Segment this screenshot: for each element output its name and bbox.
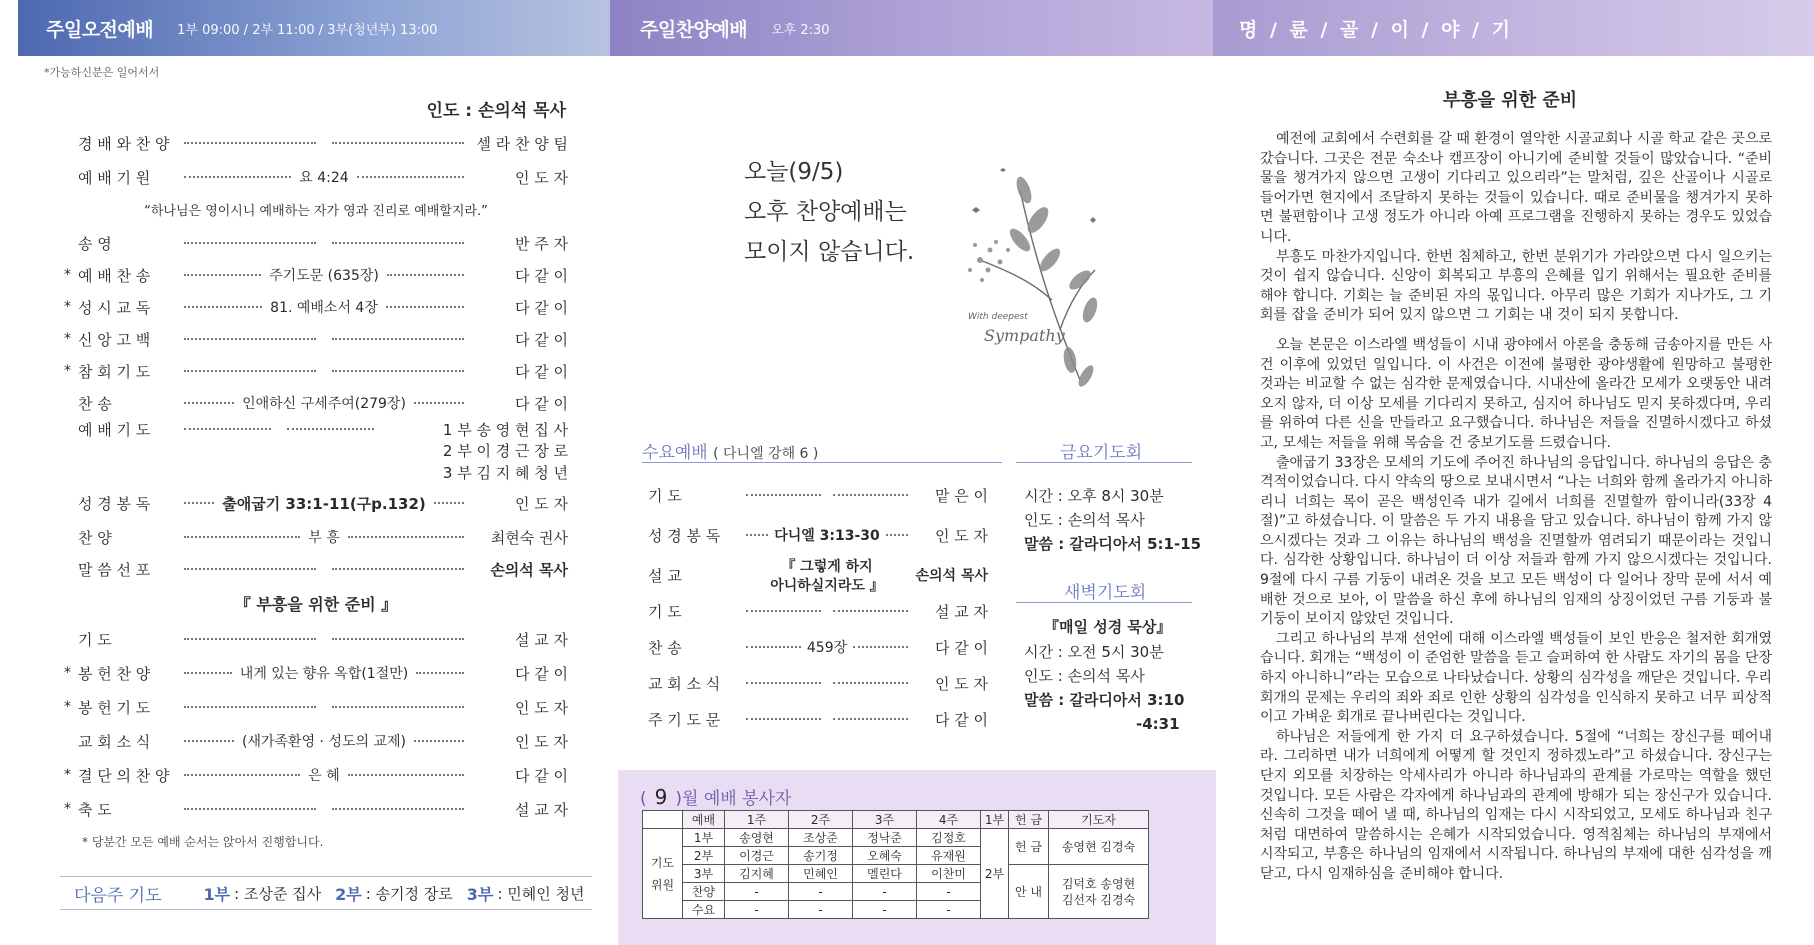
order-detail: 내게 있는 향유 옥합(1절만) (239, 666, 409, 682)
table-header: 1부 (981, 811, 1009, 829)
essay-paragraph: 예전에 교회에서 수련회를 갈 때 환경이 열악한 시골교회나 시골 학교 같은 곳으로 갔습니다. 그곳은 전문 숙소나 캠프장이 아니기에 준비할 것들이 많았습니다. “준비물을 챙겨가지 않으면 고생이 기다리고 있으리라”는 말처럼, 깊은 산골이나 시골로 들어가면 현지에서 조달하지 못하는 것들이 있습니다. 때로 준비물을 챙겨가지 못하면 불편함이나 고생 정도가 아니라 아예 프로그램을 진행하지 못하는 경우도 있었습니다. (1260, 131, 1772, 245)
order-responsible: 인 도 자 (934, 674, 988, 693)
table-cell: 2부 (683, 847, 725, 865)
order-detail: 출애굽기 33:1-11(구p.132) (222, 494, 426, 513)
order-responsible: 손의석 목사 (490, 560, 568, 579)
service-leader: 인도 : 손의석 목사 (426, 101, 566, 121)
order-label: 찬 송 (648, 638, 682, 657)
table-cell: - (725, 901, 789, 919)
dot-leader (180, 638, 468, 640)
table-cell: 오혜숙 (853, 847, 917, 865)
morning-order-row (64, 492, 568, 514)
wednesday-sermon-line: 아니하실지라도 』 (770, 578, 884, 594)
dot-leader (180, 731, 468, 751)
order-label: 기 도 (78, 630, 112, 649)
afternoon-cancel-notice (744, 152, 914, 272)
table-cell: - (789, 901, 853, 919)
table-cell: 유재원 (917, 847, 981, 865)
table-header: 4주 (917, 811, 981, 829)
sermon-title: 『 부흥을 위한 준비 』 (234, 595, 398, 614)
order-label: 송 영 (78, 234, 112, 253)
volunteers-title (640, 784, 791, 809)
table-corner (643, 811, 683, 829)
table-cell: 정낙준 (853, 829, 917, 847)
order-label: 봉 헌 기 도 (78, 698, 151, 717)
order-detail: 81. 예배소서 4장 (270, 300, 378, 316)
wednesday-order-row (648, 636, 988, 658)
dot-leader (180, 706, 468, 708)
standing-star: * (64, 801, 71, 817)
table-header: 3주 (853, 811, 917, 829)
table-row (643, 865, 1149, 883)
order-label: 성 시 교 독 (78, 298, 151, 317)
order-detail: 인애하신 구세주여(279장) (242, 396, 406, 412)
order-responsible: 다 같 이 (514, 766, 568, 785)
volunteers-month: 9 (654, 785, 668, 809)
table-cell: 송기정 (789, 847, 853, 865)
afternoon-service-header (610, 0, 1213, 56)
wednesday-order-row (648, 708, 988, 730)
order-label: 설 교 (648, 566, 682, 585)
order-responsible: 다 같 이 (514, 298, 568, 317)
friday-rule (1016, 462, 1192, 463)
next-prayer-part1: : 조상준 집사 (234, 884, 322, 903)
table-cell: 찬양 (683, 883, 725, 901)
wednesday-sermon-title (742, 558, 912, 596)
order-label: 성 경 봉 독 (78, 494, 151, 513)
standing-star: * (64, 767, 71, 783)
table-header: 예배 (683, 811, 725, 829)
dot-leader (742, 682, 912, 684)
order-label: 신 앙 고 백 (78, 330, 151, 349)
wednesday-order-row (648, 484, 988, 506)
morning-order-row (64, 730, 568, 752)
table-cell: 송영현 (725, 829, 789, 847)
morning-order-row (64, 764, 568, 786)
order-label: 축 도 (78, 800, 112, 819)
morning-service-times: 1부 09:00 / 2부 11:00 / 3부(청년부) 13:00 (177, 22, 438, 38)
wednesday-order-row (648, 672, 988, 694)
order-detail: 다니엘 3:13-30 (774, 528, 880, 544)
offering-names: 송영현 김경숙 (1049, 829, 1149, 865)
next-week-prayer-title: 다음주 기도 (74, 885, 162, 906)
dot-leader (742, 525, 912, 545)
order-responsible: 인 도 자 (514, 698, 568, 717)
dot-leader (180, 493, 468, 514)
table-header-row (643, 811, 1149, 829)
order-detail: 주기도문 (635장) (269, 268, 379, 284)
order-detail: 요 4:24 (299, 170, 349, 186)
order-label: 예 배 기 도 (78, 420, 151, 439)
dot-leader (180, 265, 468, 285)
order-label: 경 배 와 찬 양 (78, 134, 170, 153)
order-responsible: 다 같 이 (514, 664, 568, 683)
order-label: 찬 송 (78, 394, 112, 413)
standing-star: * (64, 331, 71, 347)
next-week-prayer-bar (60, 876, 592, 910)
standing-star: * (64, 699, 71, 715)
volunteers-title-suffix: )월 예배 봉사자 (675, 789, 792, 809)
order-label: 기 도 (648, 602, 682, 621)
order-responsible: 인 도 자 (514, 732, 568, 751)
guide-label: 안 내 (1009, 865, 1049, 919)
dot-leader (180, 242, 468, 244)
table-cell: 이찬미 (917, 865, 981, 883)
morning-order-row (64, 526, 568, 548)
essay-title: 부흥을 위한 준비 (1442, 90, 1578, 111)
notice-line: 오늘(9/5) (744, 159, 844, 185)
dot-leader (180, 428, 378, 430)
order-label: 기 도 (648, 486, 682, 505)
notice-line: 모이지 않습니다. (744, 239, 915, 265)
essay-paragraph: 출애굽기 33장은 모세의 기도에 주어진 하나님의 응답입니다. 하나님의 응답은 충격적이었습니다. 다시 약속의 땅으로 보내시면서 “나는 너희와 함께 올라가지 아니하리니 너희는 목이 곧은 백성인즉 내가 길에서 너희를 진멸할까 함이니라(33장 4절)”고 하셨습니다. 이 말씀은 두 가지 내용을 담고 있습니다. 하나님이 함께 가지 않으시겠다는 것과 그 이유는 하나님의 백성을 진멸할까 염려되기 때문이라는 것입니다. 심각한 상황입니다. 하나님이 더 이상 저들과 함께 가지 않으시겠다는 것입니다. 9절에 다시 구름 기둥이 내려온 것을 보고 모든 백성이 다 일어나 장막 문에 서서 예배한 것으로 보아, 이 말씀을 하신 후에 하나님의 임재의 상징이었던 구름 기둥과 불기둥이 보이지 않았던 것입니다. (1260, 454, 1772, 628)
order-label: 참 회 기 도 (78, 362, 151, 381)
dawn-time: 시간 : 오전 5시 30분 (1024, 643, 1164, 661)
morning-order-row (64, 264, 568, 286)
dawn-prayer-title: 새벽기도회 (1064, 583, 1147, 603)
sympathy-flower-illustration (960, 150, 1110, 390)
table-header: 헌 금 (1009, 811, 1049, 829)
friday-scripture: 말씀 : 갈라디아서 5:1-15 (1024, 535, 1202, 553)
table-cell: - (917, 883, 981, 901)
standing-star: * (64, 267, 71, 283)
flower-caption-small: With deepest (968, 312, 1028, 322)
table-cell-part2: 2부 (981, 829, 1009, 919)
table-header: 2주 (789, 811, 853, 829)
volunteers-title-prefix: ( (640, 789, 647, 809)
morning-order-row (64, 232, 568, 254)
table-cell: 멜린다 (853, 865, 917, 883)
prayer-3rd-service: 3 부 김 지 혜 청 년 (442, 464, 568, 482)
guide-names-line: 김선자 김경숙 (1061, 892, 1136, 907)
order-responsible: 반 주 자 (514, 234, 568, 253)
order-detail: 부 흥 (308, 530, 340, 546)
table-cell: - (853, 901, 917, 919)
table-cell: 민혜인 (789, 865, 853, 883)
wednesday-subtitle: ( 다니엘 강해 6 ) (713, 446, 819, 462)
order-detail: 은 혜 (308, 768, 340, 784)
afternoon-service-time: 오후 2:30 (771, 22, 830, 38)
guide-names (1049, 865, 1149, 919)
friday-prayer-title: 금요기도회 (1060, 443, 1143, 463)
next-prayer-part1-label: 1부 (203, 884, 231, 904)
table-header: 1주 (725, 811, 789, 829)
morning-order-row (64, 696, 568, 718)
dot-leader (180, 338, 468, 340)
volunteers-table (642, 810, 1149, 919)
dawn-prayer-info (1024, 640, 1184, 736)
volunteers-panel (618, 770, 1216, 945)
dawn-scripture: 말씀 : 갈라디아서 3:10 (1024, 691, 1185, 709)
order-responsible: 설 교 자 (934, 602, 988, 621)
dot-leader (180, 568, 468, 570)
morning-order-row (64, 296, 568, 318)
friday-prayer-info (1024, 484, 1201, 556)
order-label: 찬 양 (78, 528, 112, 547)
dot-leader (742, 637, 912, 657)
standing-star: * (64, 665, 71, 681)
prayer-2nd-service: 2 부 이 경 근 장 로 (442, 442, 568, 460)
essay-paragraph: 그리고 하나님의 부재 선언에 대해 이스라엘 백성들이 보인 반응은 철저한 회개였습니다. 회개는 “백성이 이 준엄한 말씀을 듣고 슬퍼하여 한 사람도 자기의 몸을 단장하지 아니하니”라는 모습으로 나타났습니다. 상황의 심각성을 깨닫은 것입니다. 우리 회개의 문제는 우리의 죄와 죄로 인한 상황의 심각성을 인식하지 못하고 너무 피상적이고 가벼운 회개로 끝나버린다는 것입니다. (1260, 630, 1772, 726)
order-responsible: 인 도 자 (514, 168, 568, 187)
story-header (1213, 0, 1814, 56)
wednesday-service-title (642, 438, 818, 463)
order-responsible: 인 도 자 (514, 494, 568, 513)
table-row (643, 829, 1149, 847)
morning-order-row (64, 558, 568, 580)
friday-leader: 인도 : 손의석 목사 (1024, 511, 1145, 529)
scripture-quote: “하나님은 영이시니 예배하는 자가 영과 진리로 예배할지라.” (144, 204, 488, 219)
order-responsible: 다 같 이 (934, 638, 988, 657)
table-cell: 3부 (683, 865, 725, 883)
order-label: 예 배 기 원 (78, 168, 151, 187)
order-responsible: 설 교 자 (514, 800, 568, 819)
guide-names-line: 김덕호 송영현 (1061, 876, 1136, 891)
morning-order-row (64, 360, 568, 382)
order-responsible: 최현숙 권사 (490, 528, 568, 547)
order-label: 봉 헌 찬 양 (78, 664, 151, 683)
order-responsible: 다 같 이 (514, 394, 568, 413)
wednesday-sermon-line: 『 그렇게 하지 (781, 559, 873, 575)
table-cell: 조상준 (789, 829, 853, 847)
table-cell: 1부 (683, 829, 725, 847)
story-header-title: 명 / 륜 / 골 / 이 / 야 / 기 (1239, 18, 1513, 41)
essay-body (1260, 130, 1772, 885)
morning-order-row (64, 392, 568, 414)
morning-service-title: 주일오전예배 (46, 18, 154, 41)
next-prayer-part2-label: 2부 (335, 884, 362, 904)
essay-paragraph: 오늘 본문은 이스라엘 백성들이 시내 광야에서 아론을 충동해 금송아지를 만든 사건 이후에 있었던 일입니다. 이 사건은 이전에 불평한 광야생활에 원망하고 불평한 것과는 비교할 수 없는 심각한 문제였습니다. 시내산에 올라간 모세가 오랫동안 내려오지 않자, 더 이상 모세를 기다리지 못하고, 심지어 하나님도 믿지 못하겠다며, 우리를 위하여 다른 신을 만들라고 요구했습니다. 하나님은 저들을 진멸하시겠다고 하셨고, 모세는 저들을 위해 목숨을 건 중보기도를 드렸습니다. (1260, 336, 1772, 451)
next-prayer-part3-label: 3부 (466, 884, 494, 904)
dot-leader (180, 167, 468, 187)
wednesday-title-text: 수요예배 (642, 443, 708, 463)
dot-leader (742, 494, 912, 496)
table-cell: 김지혜 (725, 865, 789, 883)
offering-label: 헌 금 (1009, 829, 1049, 865)
standing-star: * (64, 299, 71, 315)
order-responsible: 설 교 자 (514, 630, 568, 649)
dawn-subtitle: 『매일 성경 묵상』 (1044, 618, 1172, 636)
dot-leader (180, 765, 468, 785)
next-prayer-part3: : 민혜인 청년 (497, 884, 585, 903)
standing-note: *가능하신분은 일어서서 (44, 66, 160, 79)
standing-star: * (64, 363, 71, 379)
morning-service-header (18, 0, 610, 56)
morning-order-row (64, 132, 568, 154)
dot-leader (180, 808, 468, 810)
morning-order-row (64, 418, 568, 440)
table-cell: - (917, 901, 981, 919)
dawn-scripture-cont: -4:31 (1136, 715, 1180, 733)
dot-leader (180, 142, 468, 144)
table-header: 기도자 (1049, 811, 1149, 829)
order-responsible: 다 같 이 (514, 266, 568, 285)
order-responsible: 맡 은 이 (934, 486, 988, 505)
order-responsible: 다 같 이 (514, 330, 568, 349)
next-prayer-part2: : 송기정 장로 (365, 884, 453, 903)
essay-paragraph: 하나님은 저들에게 한 가지 더 요구하셨습니다. 5절에 “너희는 장신구를 떼어내라. 그리하면 내가 너희에게 어떻게 할 것인지 정하겠노라”고 하셨습니다. 장신구는 단지 외모를 치장하는 악세사리가 아니라 하나님과의 관계를 가로막는 역할을 했던 것입니다. 모든 사람은 각자에게 하나님과의 관계에 방해가 되는 장신구가 있습니다. 신속히 그것을 떼어 낼 때, 하나님의 임재는 다시 시작되었고, 모세도 하나님과 친구처럼 대면하여 말씀하시는 은혜가 시작되었습니다. 영적침체는 하나님의 부재에서 시작되고, 부흥은 하나님의 임재에서 시작됩니다. 하나님의 부재에 대한 심각성을 깨닫고, 다시 임재하심을 준비해야 합니다. (1260, 728, 1772, 882)
morning-order-row (64, 662, 568, 684)
order-responsible: 셀 라 찬 양 팀 (476, 134, 568, 153)
dawn-leader: 인도 : 손의석 목사 (1024, 667, 1145, 685)
prayer-committee-label: 기도 위원 (643, 829, 683, 919)
morning-order-row (64, 328, 568, 350)
order-label: 교 회 소 식 (78, 732, 151, 751)
order-label: 말 씀 선 포 (78, 560, 151, 579)
dawn-rule (1016, 602, 1192, 603)
seated-footnote: * 당분간 모든 예배 순서는 앉아서 진행합니다. (82, 835, 324, 849)
essay-paragraph: 부흥도 마찬가지입니다. 한번 침체하고, 한번 분위기가 가라앉으면 다시 일으키는 것이 쉽지 않습니다. 신앙이 회복되고 부흥의 은혜를 입기 위해서는 필요한 준비를 해야 합니다. 기회는 늘 준비된 자의 몫입니다. 아무리 많은 기회가 지나가도, 그 기회를 잡을 준비가 되어 있지 않으면 그 기회는 내 것이 되지 못합니다. (1260, 248, 1772, 324)
afternoon-service-title: 주일찬양예배 (640, 18, 748, 41)
friday-time: 시간 : 오후 8시 30분 (1024, 487, 1164, 505)
order-label: 교 회 소 식 (648, 674, 721, 693)
order-responsible: 인 도 자 (934, 526, 988, 545)
wednesday-order-row (648, 524, 988, 546)
order-label: 성 경 봉 독 (648, 526, 721, 545)
order-label: 주 기 도 문 (648, 710, 721, 729)
table-cell: 수요 (683, 901, 725, 919)
order-responsible: 손의석 목사 (915, 568, 988, 584)
table-cell: 김정호 (917, 829, 981, 847)
wednesday-order-row (648, 600, 988, 622)
order-label: 결 단 의 찬 양 (78, 766, 170, 785)
flower-caption-script: Sympathy (984, 326, 1065, 345)
dot-leader (180, 393, 468, 413)
dot-leader (180, 527, 468, 547)
table-cell: 이경근 (725, 847, 789, 865)
dot-leader (742, 718, 912, 720)
order-detail: 459장 (806, 640, 848, 656)
order-responsible: 1 부 송 영 현 집 사 (442, 420, 568, 439)
order-label: 예 배 찬 송 (78, 266, 151, 285)
morning-order-row (64, 798, 568, 820)
table-cell: - (789, 883, 853, 901)
dot-leader (742, 610, 912, 612)
dot-leader (180, 663, 468, 683)
notice-line: 오후 찬양예배는 (744, 199, 907, 225)
table-cell: - (725, 883, 789, 901)
order-responsible: 다 같 이 (514, 362, 568, 381)
table-cell: - (853, 883, 917, 901)
wednesday-rule (642, 462, 1002, 463)
order-responsible: 다 같 이 (934, 710, 988, 729)
order-detail: (새가족환영 · 성도의 교제) (242, 734, 406, 750)
morning-order-row (64, 628, 568, 650)
morning-order-row (64, 166, 568, 188)
dot-leader (180, 297, 468, 317)
dot-leader (180, 370, 468, 372)
